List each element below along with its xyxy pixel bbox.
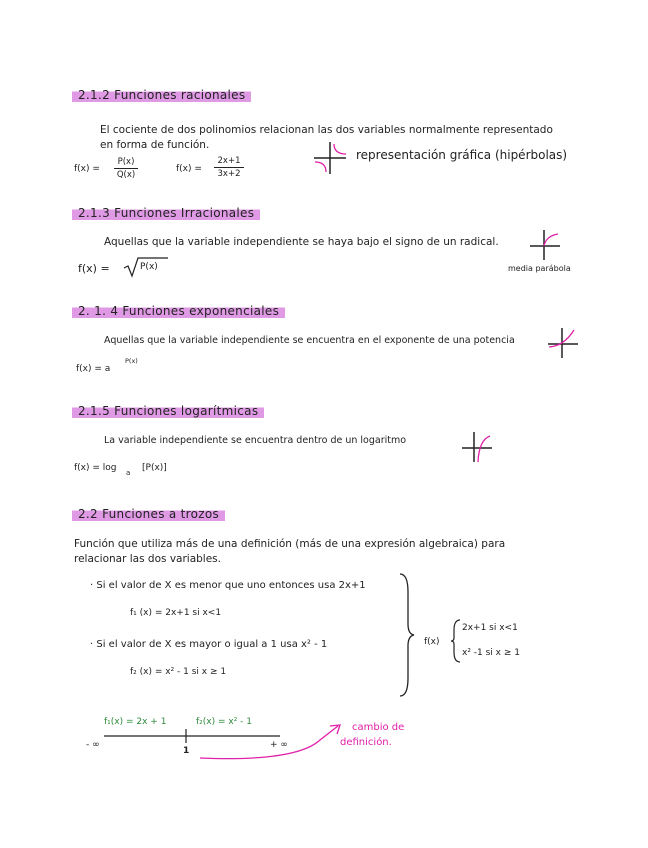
- piecewise-case-2: x² -1 si x ≥ 1: [462, 648, 520, 658]
- rational-example-lhs: f(x) =: [176, 164, 202, 174]
- exponential-sketch-icon: [546, 326, 580, 360]
- piecewise-function-lhs: f(x): [424, 637, 440, 647]
- hyperbola-sketch-icon: [312, 140, 348, 176]
- exponential-exponent: P(x): [125, 357, 138, 365]
- number-line-pos-infinity: + ∞: [270, 740, 288, 750]
- half-parabola-sketch-icon: [528, 228, 562, 262]
- logarithmic-formula: f(x) = log: [74, 463, 117, 473]
- piecewise-bullet-2-formula: f₂ (x) = x² - 1 si x ≥ 1: [130, 667, 227, 677]
- rational-example-denominator: 3x+2: [217, 169, 241, 179]
- piecewise-definition-line1: Función que utiliza más de una definición (más de una expresión algebraica) para: [74, 538, 506, 550]
- piecewise-bullet-1: · Si el valor de X es menor que uno entonces usa 2x+1: [90, 580, 366, 591]
- logarithmic-base: a: [126, 469, 131, 477]
- exponential-formula: f(x) = a: [76, 364, 111, 374]
- section-heading-2-1-3: 2.1.3 Funciones Irracionales: [72, 204, 260, 222]
- rational-formula-lhs: f(x) =: [74, 164, 100, 174]
- piecewise-bullet-1-formula: f₁ (x) = 2x+1 si x<1: [130, 608, 222, 618]
- logarithmic-argument: [P(x)]: [142, 463, 167, 473]
- rational-example-numerator: 2x+1: [217, 156, 241, 166]
- irrational-definition: Aquellas que la variable independiente se haya bajo el signo de un radical.: [104, 236, 499, 248]
- exponential-definition: Aquellas que la variable independiente se encuentra en el exponente de una potencia: [104, 335, 515, 346]
- half-parabola-label: media parábola: [508, 264, 571, 273]
- definition-change-note-line1: cambio de: [352, 722, 405, 733]
- curved-arrow-icon: [196, 722, 346, 764]
- rational-example-fraction: [214, 156, 244, 179]
- section-heading-2-2: 2.2 Funciones a trozos: [72, 505, 225, 523]
- definition-change-note-line2: definición.: [340, 737, 392, 748]
- logarithmic-definition: La variable independiente se encuentra dentro de un logaritmo: [104, 435, 407, 446]
- section-heading-2-1-2: 2.1.2 Funciones racionales: [72, 86, 251, 104]
- rational-formula-fraction: [114, 157, 138, 180]
- right-brace-icon: [398, 572, 416, 698]
- number-line-neg-infinity: - ∞: [86, 740, 100, 750]
- left-brace-icon: [450, 618, 462, 664]
- section-heading-2-1-5: 2.1.5 Funciones logarítmicas: [72, 402, 264, 420]
- number-line-label-f2: f₂(x) = x² - 1: [196, 717, 253, 727]
- irrational-formula-lhs: f(x) =: [78, 262, 110, 275]
- piecewise-definition-line2: relacionar las dos variables.: [74, 553, 221, 565]
- rational-definition-line2: en forma de función.: [100, 139, 210, 151]
- logarithm-sketch-icon: [460, 430, 494, 464]
- rational-denominator: Q(x): [116, 170, 136, 180]
- irrational-radicand: P(x): [140, 262, 158, 272]
- number-line-label-f1: f₁(x) = 2x + 1: [104, 717, 167, 727]
- section-heading-2-1-4: 2. 1. 4 Funciones exponenciales: [72, 302, 285, 320]
- number-line-tick-label: 1: [183, 746, 190, 756]
- piecewise-bullet-2: · Si el valor de X es mayor o igual a 1 usa x² - 1: [90, 639, 328, 650]
- piecewise-case-1: 2x+1 si x<1: [462, 623, 518, 633]
- rational-numerator: P(x): [117, 157, 135, 167]
- rational-definition-line1: El cociente de dos polinomios relacionan las dos variables normalmente representado: [100, 124, 553, 136]
- hyperbola-label: representación gráfica (hipérbolas): [356, 148, 568, 162]
